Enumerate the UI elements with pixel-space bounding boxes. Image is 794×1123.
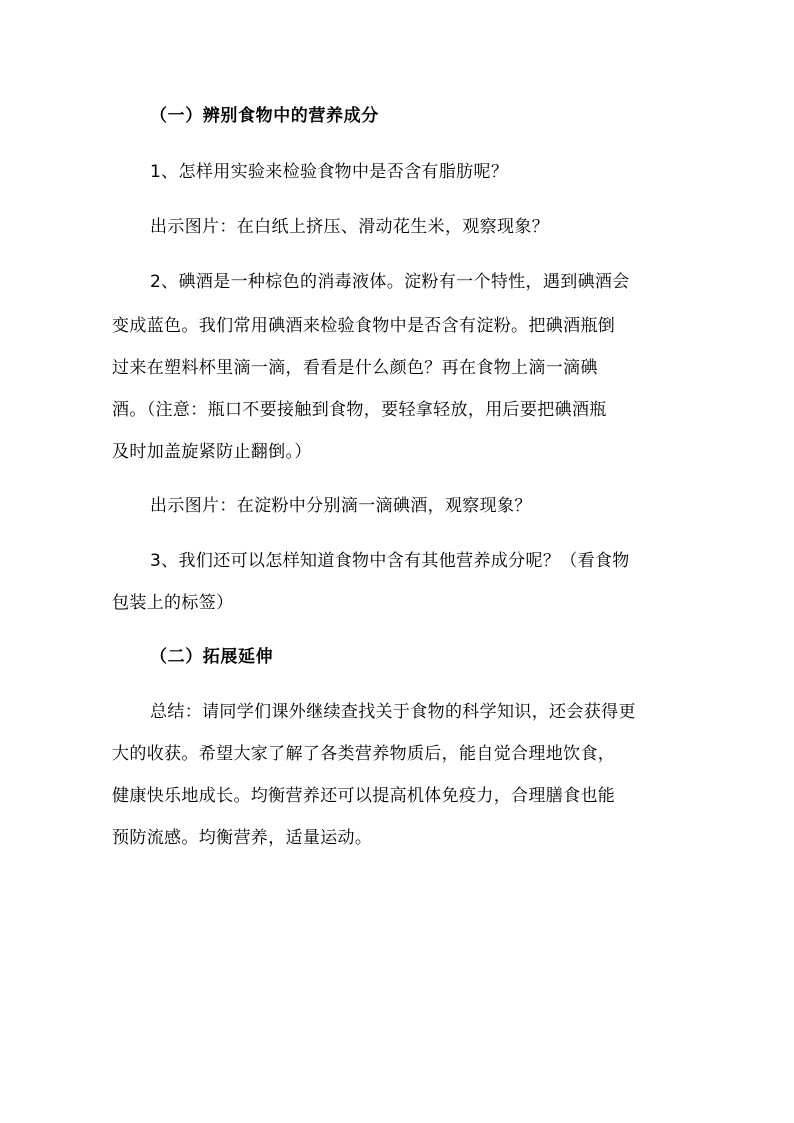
paragraph-2-line-5: 及时加盖旋紧防止翻倒。）	[112, 442, 312, 462]
summary-line-4: 预防流感。均衡营养，适量运动。	[112, 828, 373, 848]
show-image-2: 出示图片：在淀粉中分别滴一滴碘酒，观察现象？	[150, 496, 532, 516]
paragraph-3-line-1: 3、我们还可以怎样知道食物中含有其他营养成分呢？（看食物	[150, 551, 630, 571]
section2-heading: （二）拓展延伸	[150, 647, 274, 667]
section1-heading: （一）辨别食物中的营养成分	[150, 106, 379, 126]
summary-line-2: 大的收获。希望大家了解了各类营养物质后，能自觉合理地饮食，	[112, 744, 616, 764]
question-1: 1、怎样用实验来检验食物中是否含有脂肪呢？	[150, 162, 509, 182]
paragraph-2-line-3: 过来在塑料杯里滴一滴，看看是什么颜色？再在食物上滴一滴碘	[112, 358, 598, 378]
paragraph-2-line-4: 酒。（注意：瓶口不要接触到食物，要轻拿轻放，用后要把碘酒瓶	[112, 400, 607, 420]
paragraph-2-line-1: 2、碘酒是一种棕色的消毒液体。淀粉有一个特性，遇到碘酒会	[150, 272, 630, 292]
paragraph-3-line-2: 包装上的标签）	[112, 593, 234, 613]
show-image-1: 出示图片：在白纸上挤压、滑动花生米，观察现象？	[150, 217, 550, 237]
summary-line-1: 总结：请同学们课外继续查找关于食物的科学知识，还会获得更	[150, 702, 636, 722]
paragraph-2-line-2: 变成蓝色。我们常用碘酒来检验食物中是否含有淀粉。把碘酒瓶倒	[112, 316, 616, 336]
summary-line-3: 健康快乐地成长。均衡营养还可以提高机体免疫力，合理膳食也能	[112, 786, 616, 806]
